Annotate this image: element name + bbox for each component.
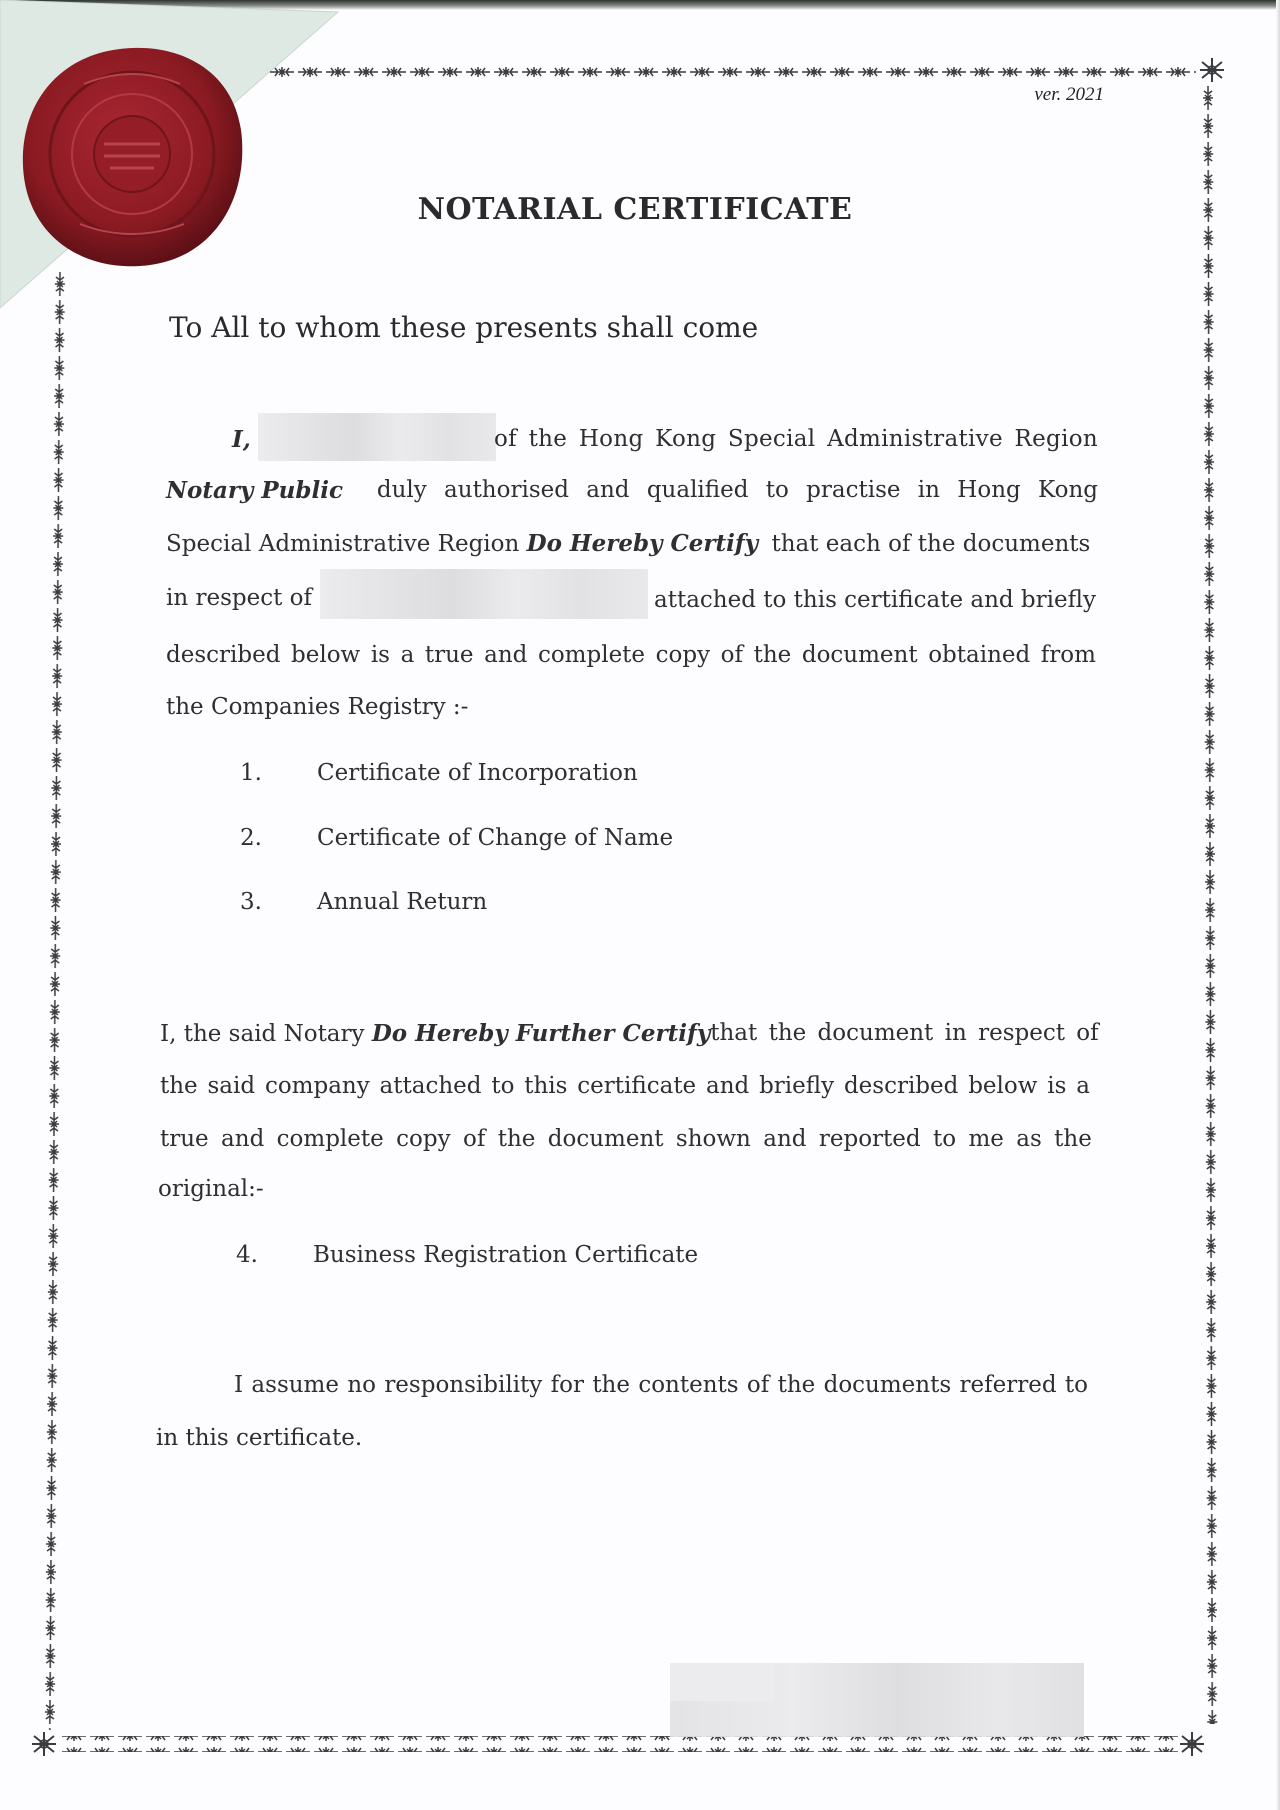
para1-line5: described below is a true and complete copy of the document obtained from <box>166 642 1096 668</box>
list-item-number: 1. <box>240 760 262 786</box>
border-right <box>1200 84 1220 1724</box>
para3-line2: in this certificate. <box>156 1425 363 1451</box>
redacted-company-name <box>320 569 648 619</box>
border-bottom <box>60 1736 1180 1752</box>
para1-line1: of the Hong Kong Special Administrative Region <box>494 426 1098 452</box>
para1-i: I, <box>232 426 251 453</box>
list-item-number: 2. <box>240 825 262 851</box>
salutation: To All to whom these presents shall come <box>169 311 759 344</box>
wax-seal <box>20 44 246 270</box>
para1-line4-end: attached to this certificate and briefly <box>654 587 1096 613</box>
para2-line1 <box>160 1020 1099 1047</box>
para1-line6: the Companies Registry :- <box>166 694 469 720</box>
corner-ornament-bottom-left <box>32 1732 56 1756</box>
para2-line4: original:- <box>158 1176 264 1202</box>
para1-line3-start: Special Administrative Region <box>166 531 520 557</box>
list-item-text: Certificate of Incorporation <box>317 760 638 786</box>
para1-line3 <box>166 530 1090 557</box>
para1-line2-rest: duly authorised and qualified to practise in Hong Kong <box>376 477 1098 503</box>
corner-ornament-top-right <box>1200 58 1224 82</box>
version-label: ver. 2021 <box>1034 84 1104 105</box>
page-title: NOTARIAL CERTIFICATE <box>417 192 853 227</box>
para1-line4-start: in respect of <box>166 585 313 611</box>
list-item-number: 3. <box>240 889 262 915</box>
para1-line2 <box>166 477 1098 504</box>
para2-line3: true and complete copy of the document shown and reported to me as the <box>160 1126 1092 1152</box>
redacted-signature <box>670 1663 1084 1737</box>
list-item-text: Certificate of Change of Name <box>317 825 674 851</box>
do-hereby-certify-label: Do Hereby Certify <box>526 530 759 557</box>
list-item-text: Business Registration Certificate <box>313 1242 699 1268</box>
notary-public-label: Notary Public <box>166 477 343 504</box>
redacted-notary-name <box>258 413 496 461</box>
para3-line1: I assume no responsibility for the contents of the documents referred to <box>234 1372 1088 1398</box>
border-top <box>268 63 1196 79</box>
para2-line1-start: I, the said Notary <box>160 1021 365 1047</box>
further-certify-label: Do Hereby Further Certify <box>371 1020 711 1047</box>
para2-line1-end: that the document in respect of <box>710 1020 1099 1046</box>
para2-line2: the said company attached to this certificate and briefly described below is a <box>160 1073 1090 1099</box>
border-left <box>42 270 68 1730</box>
list-item-number: 4. <box>236 1242 258 1268</box>
list-item-text: Annual Return <box>317 889 488 915</box>
corner-ornament-bottom-right <box>1180 1732 1204 1756</box>
para1-line3-end: that each of the documents <box>771 531 1091 557</box>
